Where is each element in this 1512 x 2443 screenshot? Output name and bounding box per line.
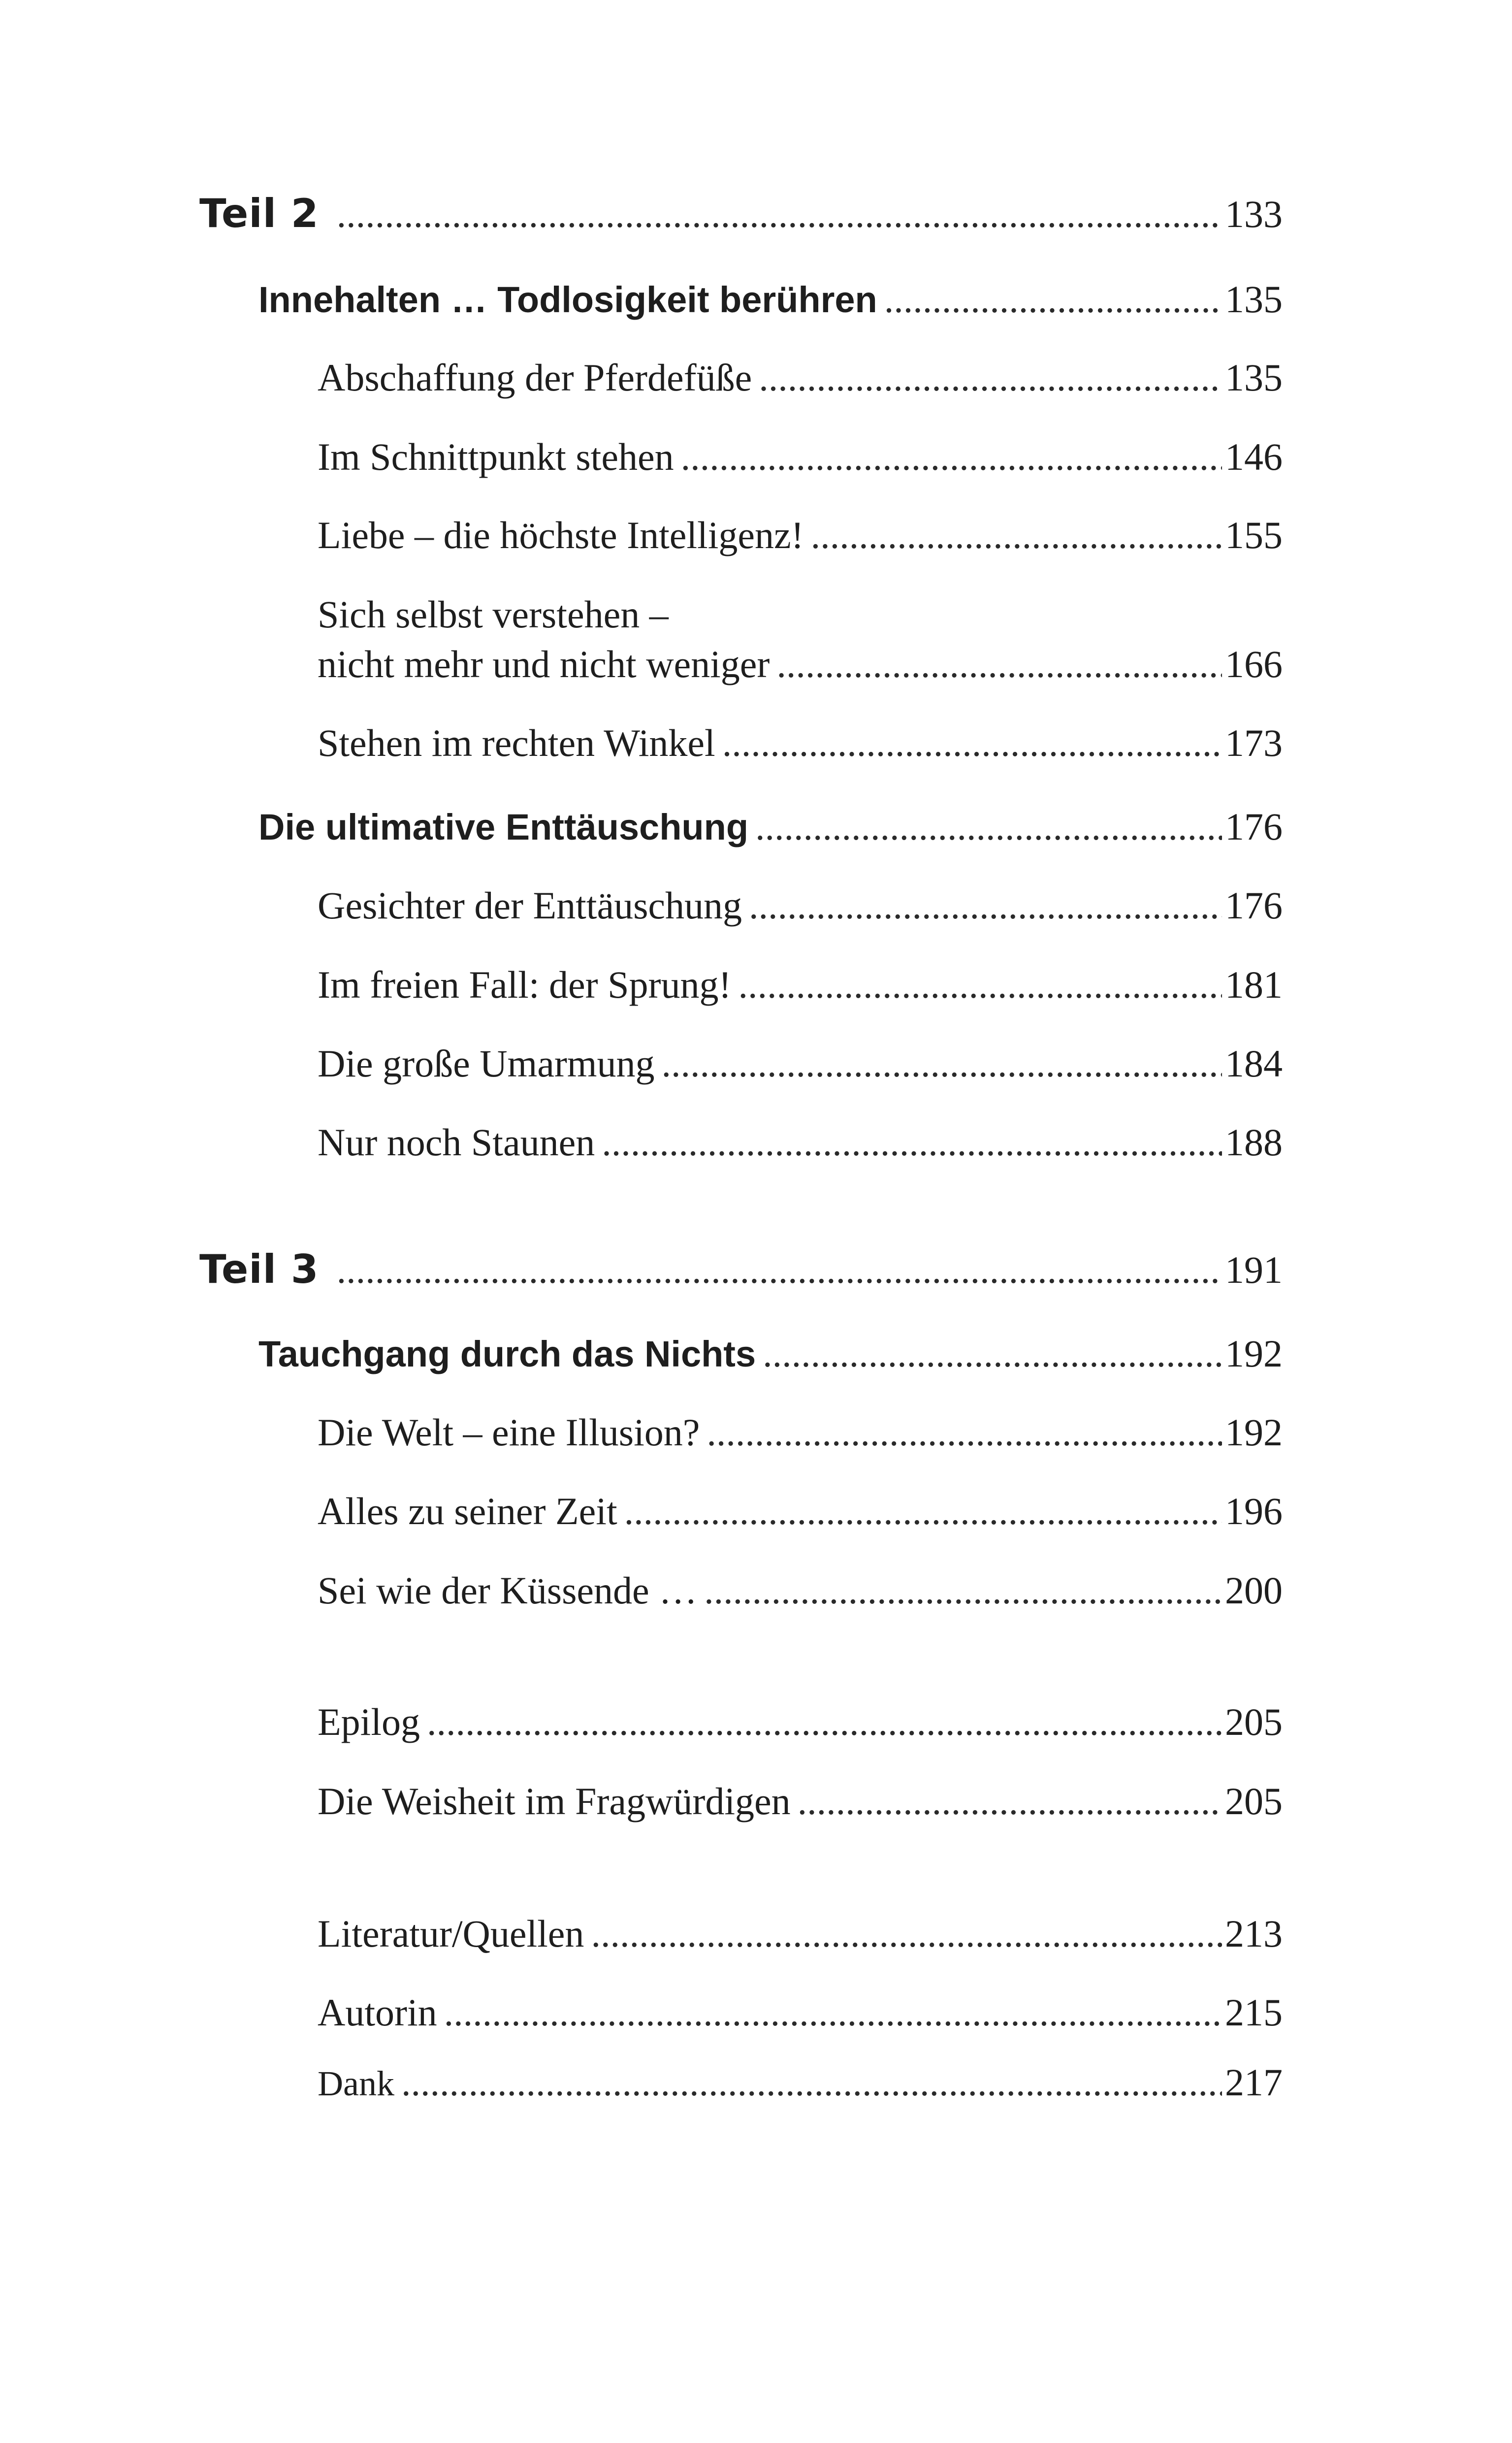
toc-page-number: 155 — [1225, 514, 1283, 556]
toc-entry-label: Im freien Fall: der Sprung! — [318, 963, 732, 1006]
toc-section-entry[interactable] — [318, 645, 1283, 684]
toc-section-entry[interactable] — [318, 1700, 1283, 1743]
toc-page-number: 146 — [1225, 435, 1283, 478]
toc-section-entry[interactable] — [318, 1782, 1283, 1821]
toc-section-entry[interactable] — [318, 1044, 1283, 1083]
toc-page-number: 196 — [1225, 1490, 1283, 1532]
toc-page-number: 135 — [1225, 278, 1283, 321]
toc-page-number: 192 — [1225, 1411, 1283, 1454]
toc-part-heading[interactable] — [199, 1246, 1283, 1292]
toc-page-number: 215 — [1225, 1991, 1283, 2034]
toc-chapter-heading[interactable] — [258, 1332, 1283, 1375]
dot-leader — [738, 966, 1222, 1004]
toc-section-entry[interactable] — [318, 1413, 1283, 1452]
toc-page-number: 191 — [1225, 1248, 1283, 1291]
toc-section-entry[interactable] — [318, 1912, 1283, 1955]
toc-section-entry[interactable] — [318, 1571, 1283, 1610]
toc-entry-label: Gesichter der Enttäuschung — [318, 884, 742, 927]
toc-page-number: 166 — [1225, 643, 1283, 685]
dot-leader — [591, 1915, 1222, 1953]
toc-entry-label: Alles zu seiner Zeit — [318, 1490, 617, 1532]
toc-page-number: 135 — [1225, 356, 1283, 399]
toc-page-number: 188 — [1225, 1121, 1283, 1164]
dot-leader — [661, 1044, 1222, 1083]
toc-page-number: 184 — [1225, 1042, 1283, 1085]
dot-leader — [602, 1123, 1222, 1162]
dot-leader — [811, 516, 1222, 554]
toc-entry-label: Epilog — [318, 1700, 420, 1743]
toc-page-number: 192 — [1225, 1332, 1283, 1375]
dot-leader — [707, 1413, 1222, 1452]
toc-part-heading[interactable] — [199, 191, 1283, 236]
toc-entry-label: Sei wie der Küssende … — [318, 1569, 698, 1612]
toc-entry-label: Im Schnittpunkt stehen — [318, 435, 674, 478]
toc-chapter-heading[interactable] — [258, 280, 1283, 319]
toc-entry-label-line1: Sich selbst verstehen – — [318, 593, 669, 636]
dot-leader — [401, 2063, 1222, 2102]
dot-leader — [776, 645, 1222, 684]
toc-section-entry[interactable] — [318, 1123, 1283, 1162]
dot-leader — [681, 438, 1222, 476]
toc-entry-label: Literatur/Quellen — [318, 1912, 584, 1955]
toc-page-number: 205 — [1225, 1780, 1283, 1823]
dot-leader — [798, 1782, 1222, 1821]
toc-section-entry[interactable] — [318, 2063, 1283, 2102]
toc-entry-label: Autorin — [318, 1991, 437, 2034]
toc-section-entry[interactable] — [318, 1492, 1283, 1531]
toc-entry-label: Die Welt – eine Illusion? — [318, 1411, 700, 1454]
toc-section-entry[interactable] — [318, 516, 1283, 554]
dot-leader — [704, 1571, 1222, 1610]
toc-page-number: 217 — [1225, 2061, 1283, 2104]
toc-entry-label: Tauchgang durch das Nichts — [258, 1334, 756, 1374]
toc-entry-label: Stehen im rechten Winkel — [318, 721, 715, 764]
toc-section-entry[interactable] — [318, 435, 1283, 478]
toc-page-number: 133 — [1225, 193, 1283, 235]
toc-entry-label: Teil 2 — [199, 191, 319, 236]
toc-entry-label: Die ultimative Enttäuschung — [258, 807, 749, 847]
dot-leader — [755, 808, 1222, 846]
toc-page-number: 181 — [1225, 963, 1283, 1006]
toc-section-entry[interactable] — [318, 721, 1283, 764]
toc-section-entry[interactable] — [318, 1993, 1283, 2032]
dot-leader — [444, 1993, 1222, 2032]
toc-entry-label: nicht mehr und nicht weniger — [318, 643, 770, 685]
toc-section-entry[interactable] — [318, 963, 1283, 1006]
toc-page-number: 176 — [1225, 805, 1283, 848]
toc-page-number: 176 — [1225, 884, 1283, 927]
dot-leader — [749, 886, 1222, 925]
toc-entry-label: Die große Umarmung — [318, 1042, 655, 1085]
toc-page-number: 205 — [1225, 1700, 1283, 1743]
dot-leader — [759, 358, 1222, 397]
dot-leader — [337, 195, 1222, 233]
toc-page-number: 213 — [1225, 1912, 1283, 1955]
dot-leader — [624, 1492, 1222, 1531]
dot-leader — [884, 280, 1222, 319]
toc-section-entry[interactable] — [318, 358, 1283, 397]
toc-entry-label: Die Weisheit im Fragwürdigen — [318, 1780, 791, 1823]
toc-entry-label: Nur noch Staunen — [318, 1121, 595, 1164]
toc-entry-label: Dank — [318, 2064, 394, 2103]
dot-leader — [427, 1703, 1222, 1741]
toc-entry-label: Teil 3 — [199, 1246, 319, 1292]
toc-page-number: 200 — [1225, 1569, 1283, 1612]
toc-entry-label: Abschaffung der Pferdefüße — [318, 356, 752, 399]
toc-section-entry[interactable] — [318, 886, 1283, 925]
toc-entry-label: Innehalten … Todlosigkeit berühren — [258, 279, 877, 320]
toc-page-number: 173 — [1225, 721, 1283, 764]
toc-chapter-heading[interactable] — [258, 805, 1283, 848]
dot-leader — [722, 724, 1222, 762]
dot-leader — [337, 1251, 1222, 1289]
toc-entry-label: Liebe – die höchste Intelligenz! — [318, 514, 804, 556]
dot-leader — [763, 1335, 1222, 1373]
